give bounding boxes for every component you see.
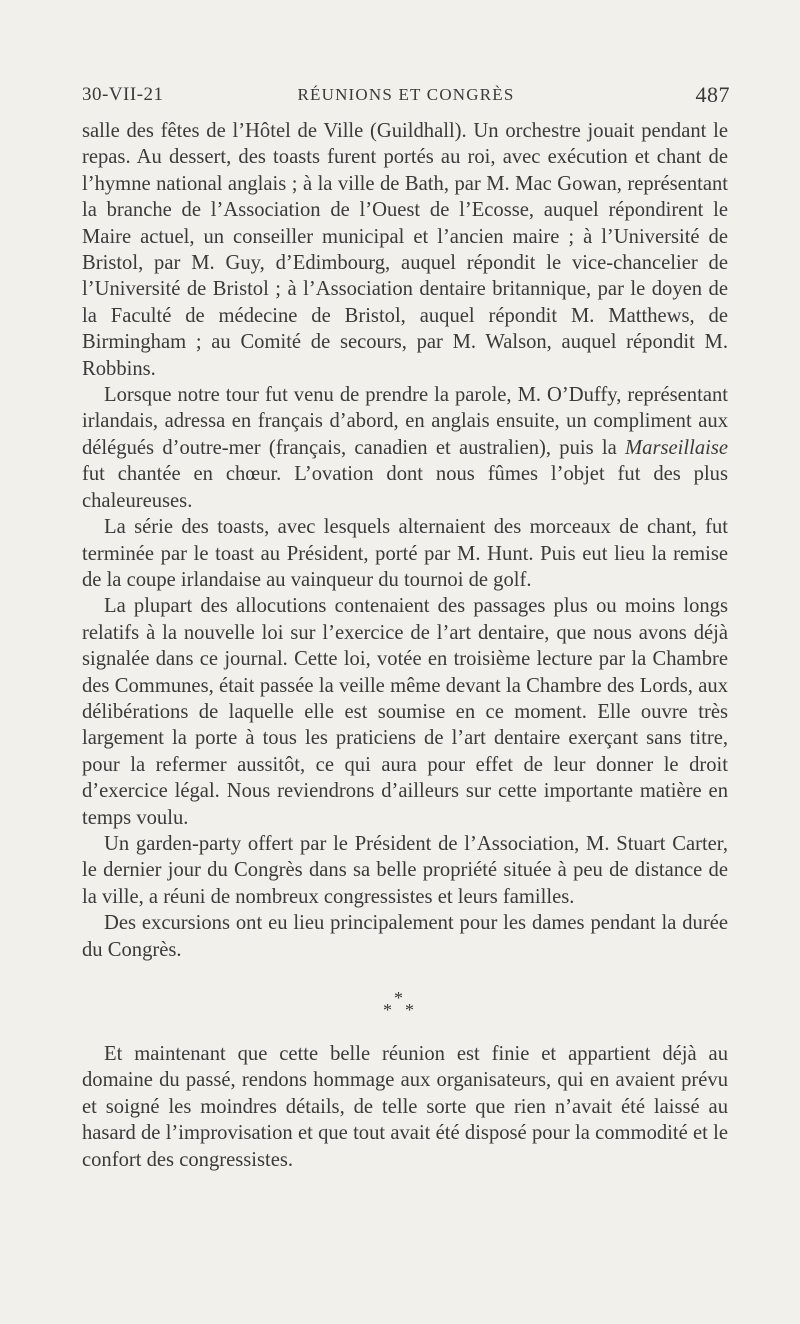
section-title: RÉUNIONS ET CONGRÈS (297, 85, 515, 104)
asterisk-icon: * (405, 1000, 414, 1020)
paragraph-text: fut chantée en chœur. L’ovation dont nous fûmes l’objet fut des plus chaleureuses. (82, 463, 728, 512)
issue-date: 30-VII-21 (82, 84, 164, 105)
paragraph-text: Lorsque notre tour fut venu de prendre la parole, M. O’Duffy, représentant irlandais, adressa en français d’abord, en anglais ensuite, un compliment aux délégués d’outre-mer (français, canadien et australien), puis la (82, 384, 728, 459)
body-text (82, 118, 728, 1173)
page-number: 487 (695, 82, 730, 107)
song-title: Marseillaise (625, 436, 728, 459)
asterisk-icon: * (383, 1000, 392, 1020)
paragraph: Des excursions ont eu lieu principalement pour les dames pendant la durée du Congrès. (82, 912, 728, 961)
paragraph (82, 382, 728, 514)
paragraph: La plupart des allocutions contenaient des passages plus ou moins longs relatifs à la nouvelle loi sur l’exercice de l’art dentaire, que nous avons déjà signalée dans ce journal. Cette loi, votée en troisième lecture par la Chambre des Communes, était passée la veille même devant la Chambre des Lords, aux délibérations de laquelle elle est soumise en ce moment. Elle ouvre très largement la porte à tous les praticiens de l’art dentaire exerçant sans titre, pour la refermer aussitôt, ce qui aura pour effet de leur donner le droit d’exercice légal. Nous reviendrons d’ailleurs sur cette importante matière en temps voulu. (82, 595, 728, 829)
paragraph: salle des fêtes de l’Hôtel de Ville (Guildhall). Un orchestre jouait pendant le repas. Au dessert, des toasts furent portés au roi, avec exécution et chant de l’hymne national anglais ; à la ville de Bath, par M. Mac Gowan, représentant la branche de l’Association de l’Ouest de l’Ecosse, auquel répondirent le Maire actuel, un conseiller municipal et l’ancien maire ; à l’Université de Bristol, par M. Guy, d’Edimbourg, auquel répondit le vice-chancelier de l’Université de Bristol ; à l’Association dentaire britannique, par le doyen de la Faculté de médecine de Bristol, auquel répondit M. Matthews, de Birmingham ; au Comité de secours, par M. Walson, auquel répondit M. Robbins. (82, 120, 728, 380)
asterisk-icon: * (394, 988, 403, 1008)
running-head (82, 82, 730, 112)
paragraph: La série des toasts, avec lesquels alternaient des morceaux de chant, fut terminée par le toast au Président, porté par M. Hunt. Puis eut lieu la remise de la coupe irlandaise au vainqueur du tournoi de golf. (82, 516, 728, 591)
asterism-divider (82, 963, 728, 1041)
paragraph: Un garden-party offert par le Président de l’Association, M. Stuart Carter, le dernier jour du Congrès dans sa belle propriété située à peu de distance de la ville, a réuni de nombreux congressistes et leurs familles. (82, 832, 728, 908)
paragraph: Et maintenant que cette belle réunion est finie et appartient déjà au domaine du passé, rendons hommage aux organisateurs, qui en avaient prévu et soigné les moindres détails, de telle sorte que rien n’avait été laissé au hasard de l’improvisation et que tout avait été disposé pour la commodité et le confort des congressistes. (82, 1043, 728, 1171)
